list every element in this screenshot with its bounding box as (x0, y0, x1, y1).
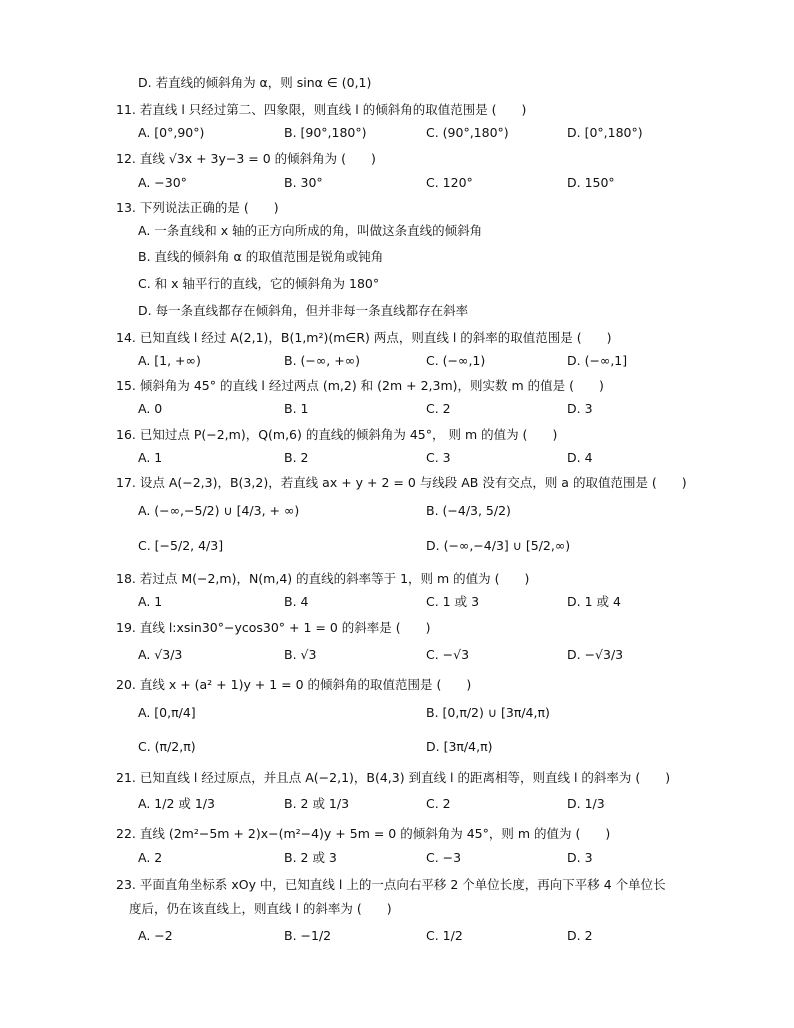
q18-option-d: D. 1 或 4 (567, 594, 621, 609)
q20-option-b: B. [0,π/2) ∪ [3π/4,π) (426, 705, 550, 720)
q23-stem-cont: 度后，仍在该直线上，则直线 l 的斜率为 ( ) (129, 901, 392, 916)
q21-option-a: A. 1/2 或 1/3 (138, 796, 215, 811)
q21-option-c: C. 2 (426, 796, 451, 811)
q11-stem: 11. 若直线 l 只经过第二、四象限，则直线 l 的倾斜角的取值范围是 ( ) (116, 102, 527, 117)
q22-stem: 22. 直线 (2m²−5m + 2)x−(m²−4)y + 5m = 0 的倾斜角为 45°，则 m 的值为 ( ) (116, 826, 611, 841)
q12-option-a: A. −30° (138, 175, 187, 190)
q15-option-d: D. 3 (567, 401, 593, 416)
q12-option-c: C. 120° (426, 175, 473, 190)
q17-option-c: C. [−5/2, 4/3] (138, 538, 224, 553)
q18-stem: 18. 若过点 M(−2,m)，N(m,4) 的直线的斜率等于 1，则 m 的值为 ( ) (116, 571, 530, 586)
q15-stem: 15. 倾斜角为 45° 的直线 l 经过两点 (m,2) 和 (2m + 2,3m)，则实数 m 的值是 ( ) (116, 378, 604, 393)
q17-stem: 17. 设点 A(−2,3)，B(3,2)，若直线 ax + y + 2 = 0 与线段 AB 没有交点，则 a 的取值范围是 ( ) (116, 475, 687, 490)
q22-option-a: A. 2 (138, 850, 163, 865)
q19-stem: 19. 直线 l:xsin30°−ycos30° + 1 = 0 的斜率是 ( ) (116, 620, 431, 635)
q11-option-d: D. [0°,180°) (567, 125, 643, 140)
q23-option-c: C. 1/2 (426, 928, 463, 943)
q23-option-d: D. 2 (567, 928, 593, 943)
q19-option-a: A. √3/3 (138, 647, 183, 662)
q23-option-a: A. −2 (138, 928, 173, 943)
q15-option-a: A. 0 (138, 401, 163, 416)
q17-option-b: B. (−4/3, 5/2) (426, 503, 511, 518)
q18-option-c: C. 1 或 3 (426, 594, 480, 609)
q19-option-d: D. −√3/3 (567, 647, 624, 662)
q14-stem: 14. 已知直线 l 经过 A(2,1)，B(1,m²)(m∈R) 两点，则直线 l 的斜率的取值范围是 ( ) (116, 330, 612, 345)
q20-option-c: C. (π/2,π) (138, 739, 196, 754)
q19-option-c: C. −√3 (426, 647, 470, 662)
q21-option-d: D. 1/3 (567, 796, 605, 811)
q20-stem: 20. 直线 x + (a² + 1)y + 1 = 0 的倾斜角的取值范围是 ( ) (116, 677, 472, 692)
q16-option-b: B. 2 (284, 450, 309, 465)
q23-option-b: B. −1/2 (284, 928, 332, 943)
q11-option-b: B. [90°,180°) (284, 125, 367, 140)
q14-option-b: B. (−∞, +∞) (284, 353, 360, 368)
q13-option-d: D. 每一条直线都存在倾斜角，但并非每一条直线都存在斜率 (138, 303, 469, 318)
q15-option-c: C. 2 (426, 401, 451, 416)
q22-option-c: C. −3 (426, 850, 462, 865)
q20-option-a: A. [0,π/4] (138, 705, 196, 720)
q11-option-c: C. (90°,180°) (426, 125, 509, 140)
q15-option-b: B. 1 (284, 401, 309, 416)
q13-stem: 13. 下列说法正确的是 ( ) (116, 200, 279, 215)
q12-stem: 12. 直线 √3x + 3y−3 = 0 的倾斜角为 ( ) (116, 151, 376, 166)
q16-stem: 16. 已知过点 P(−2,m)，Q(m,6) 的直线的倾斜角为 45°， 则 m 的值为 ( ) (116, 427, 558, 442)
q12-option-b: B. 30° (284, 175, 323, 190)
q13-option-c: C. 和 x 轴平行的直线，它的倾斜角为 180° (138, 276, 380, 291)
q14-option-d: D. (−∞,1] (567, 353, 628, 368)
q12-option-d: D. 150° (567, 175, 615, 190)
q18-option-b: B. 4 (284, 594, 309, 609)
q16-option-d: D. 4 (567, 450, 593, 465)
q20-option-d: D. [3π/4,π) (426, 739, 493, 754)
q14-option-c: C. (−∞,1) (426, 353, 486, 368)
q22-option-b: B. 2 或 3 (284, 850, 337, 865)
q14-option-a: A. [1, +∞) (138, 353, 201, 368)
q17-option-d: D. (−∞,−4/3] ∪ [5/2,∞) (426, 538, 571, 553)
q16-option-c: C. 3 (426, 450, 451, 465)
q13-option-b: B. 直线的倾斜角 α 的取值范围是锐角或钝角 (138, 249, 384, 264)
q18-option-a: A. 1 (138, 594, 163, 609)
q17-option-a: A. (−∞,−5/2) ∪ [4/3, + ∞) (138, 503, 300, 518)
q10-option-d: D. 若直线的倾斜角为 α，则 sinα ∈ (0,1) (138, 75, 372, 90)
q21-stem: 21. 已知直线 l 经过原点，并且点 A(−2,1)，B(4,3) 到直线 l 的距离相等，则直线 l 的斜率为 ( ) (116, 770, 671, 785)
q23-stem: 23. 平面直角坐标系 xOy 中，已知直线 l 上的一点向右平移 2 个单位长度，再向下平移 4 个单位长 (116, 877, 666, 892)
q21-option-b: B. 2 或 1/3 (284, 796, 350, 811)
q19-option-b: B. √3 (284, 647, 317, 662)
q11-option-a: A. [0°,90°) (138, 125, 205, 140)
q16-option-a: A. 1 (138, 450, 163, 465)
q22-option-d: D. 3 (567, 850, 593, 865)
q13-option-a: A. 一条直线和 x 轴的正方向所成的角，叫做这条直线的倾斜角 (138, 223, 483, 238)
